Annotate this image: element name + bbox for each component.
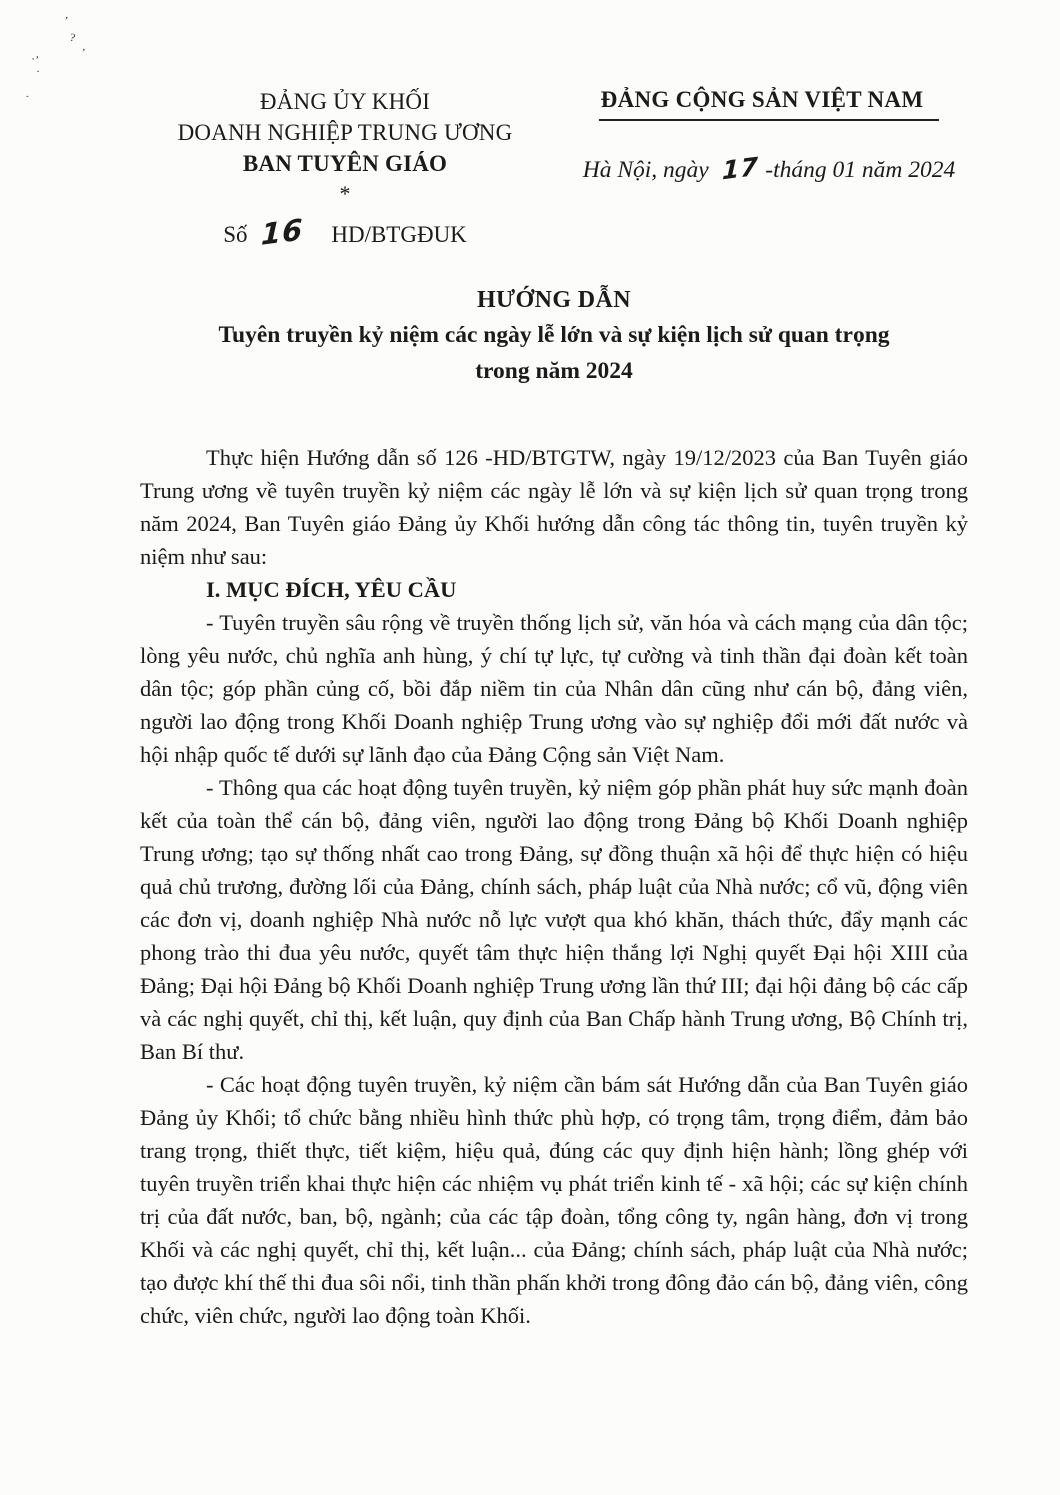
scan-speckle: , (81, 40, 88, 54)
section-1-paragraph-2: - Thông qua các hoạt động tuyên truyền, kỷ niệm góp phần phát huy sức mạnh đoàn kết của toàn thể cán bộ, đảng viên, người lao động trong Đảng bộ Khối Doanh nghiệp Trung ương; tạo sự thống nhất cao trong Đảng, sự đồng thuận xã hội để thực hiện có hiệu quả chủ trương, đường lối của Đảng, chính sách, pháp luật của Nhà nước; cổ vũ, động viên các đơn vị, doanh nghiệp Nhà nước nỗ lực vượt qua khó khăn, thách thức, đẩy mạnh các phong trào thi đua yêu nước, quyết tâm thực hiện thắng lợi Nghị quyết Đại hội XIII của Đảng; Đại hội Đảng bộ Khối Doanh nghiệp Trung ương lần thứ III; đại hội đảng bộ các cấp và các nghị quyết, chỉ thị, kết luận, quy định của Ban Chấp hành Trung ương, Bộ Chính trị, Ban Bí thư. (140, 775, 968, 1064)
org-department: BAN TUYÊN GIÁO (242, 151, 448, 176)
date-suffix: -tháng 01 năm 2024 (765, 157, 956, 183)
scan-speckle: ʼ (62, 14, 69, 28)
document-number (146, 212, 544, 252)
scan-speckle: ` (24, 93, 33, 107)
scan-speckle: · (34, 65, 41, 79)
org-name-line1: ĐẢNG ỦY KHỐI (259, 89, 431, 114)
section-1-paragraph-3: - Các hoạt động tuyên truyền, kỷ niệm cần bám sát Hướng dẫn của Ban Tuyên giáo Đảng ủy Khối; tổ chức bằng nhiều hình thức phù hợp, có trọng tâm, trọng điểm, đảm bảo trang trọng, thiết thực, tiết kiệm, hiệu quả, đúng các quy định hiện hành; lồng ghép với tuyên truyền triển khai thực hiện các nhiệm vụ phát triển kinh tế - xã hội; các sự kiện chính trị của đất nước, ban, bộ, ngành; của các tập đoàn, tổng công ty, ngân hàng, đơn vị trong Khối và các nghị quyết, chỉ thị, kết luận... của Đảng; chính sách, pháp luật của Nhà nước; tạo được khí thế thi đua sôi nổi, tinh thần phấn khởi trong đông đảo cán bộ, đảng viên, công chức, viên chức, người lao động toàn Khối. (140, 1072, 968, 1328)
section-1-paragraph-1: - Tuyên truyền sâu rộng về truyền thống lịch sử, văn hóa và cách mạng của dân tộc; lòng yêu nước, chủ nghĩa anh hùng, ý chí tự lực, tự cường và tinh thần đại đoàn kết toàn dân tộc; góp phần củng cố, bồi đắp niềm tin của Nhân dân cũng như cán bộ, đảng viên, người lao động trong Khối Doanh nghiệp Trung ương vào sự nghiệp đổi mới đất nước và hội nhập quốc tế dưới sự lãnh đạo của Đảng Cộng sản Việt Nam. (140, 610, 968, 767)
document-subtitle-line2: trong năm 2024 (475, 358, 633, 384)
date-day-handwritten: 17 (721, 151, 759, 186)
scan-speckle: ·’ (29, 53, 40, 67)
document-subtitle-line1: Tuyên truyền kỷ niệm các ngày lễ lớn và sự kiện lịch sử quan trọng (218, 322, 890, 348)
intro-paragraph: Thực hiện Hướng dẫn số 126 -HD/BTGTW, ngày 19/12/2023 của Ban Tuyên giáo Trung ương về tuyên truyền kỷ niệm các ngày lễ lớn và sự kiện lịch sử quan trọng trong năm 2024, Ban Tuyên giáo Đảng ủy Khối hướng dẫn công tác thông tin, tuyên truyền kỷ niệm như sau: (140, 445, 968, 569)
issuing-org-block (146, 86, 544, 252)
org-separator-asterisk: * (339, 181, 351, 206)
doc-number-handwritten: 16 (260, 212, 305, 252)
document-type-heading: HƯỚNG DẪN (476, 287, 632, 313)
doc-number-prefix: Số (223, 222, 248, 247)
doc-number-suffix: HD/BTGĐUK (331, 222, 467, 247)
national-header-block (550, 86, 988, 249)
org-name-line2: DOANH NGHIỆP TRUNG ƯƠNG (177, 120, 513, 145)
document-title-block (140, 283, 968, 389)
document-body (140, 441, 968, 1332)
scan-speckle: ? (68, 31, 77, 45)
section-1-heading: I. MỤC ĐÍCH, YÊU CẦU (206, 577, 457, 602)
national-motto: ĐẢNG CỘNG SẢN VIỆT NAM (599, 86, 940, 121)
place-date-line (550, 151, 988, 186)
document-header (0, 0, 1060, 252)
date-prefix: Hà Nội, ngày (582, 157, 709, 183)
